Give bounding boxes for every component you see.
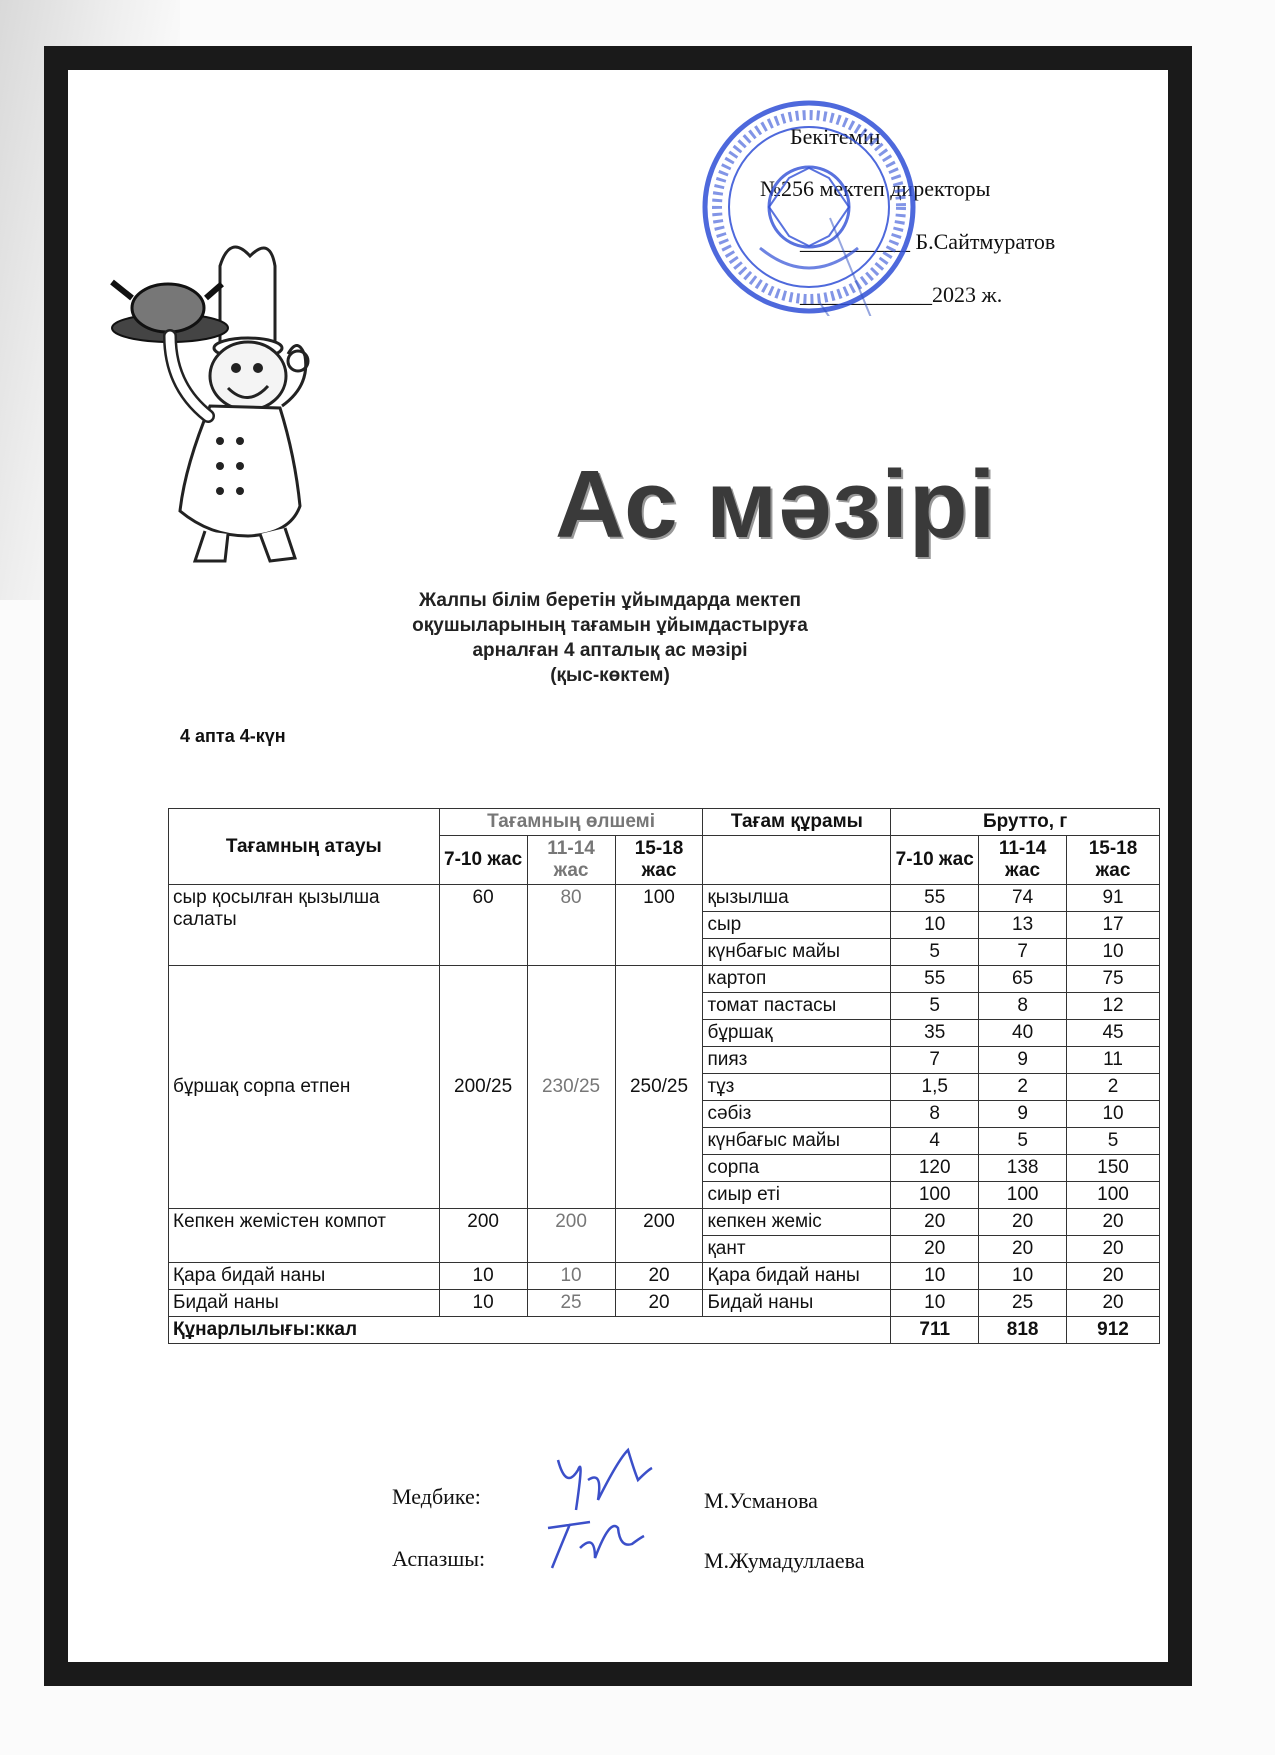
week-day-label: 4 апта 4-күн xyxy=(180,726,286,746)
ingredient-name: бұршақ xyxy=(703,1020,891,1047)
ingredient-brutto-15-18: 2 xyxy=(1067,1074,1160,1101)
ingredient-name: сәбіз xyxy=(703,1101,891,1128)
ingredient-brutto-7-10: 10 xyxy=(891,1290,979,1317)
nurse-label: Медбике: xyxy=(392,1484,481,1509)
ingredient-name: тұз xyxy=(703,1074,891,1101)
dish-portion-7-10: 10 xyxy=(439,1290,527,1317)
ingredient-name: Қара бидай наны xyxy=(703,1263,891,1290)
ingredient-brutto-11-14: 65 xyxy=(979,966,1067,993)
dish-portion-15-18: 250/25 xyxy=(615,966,703,1209)
dish-name: Қара бидай наны xyxy=(169,1263,440,1290)
dish-portion-15-18: 20 xyxy=(615,1263,703,1290)
page-title: Ас мәзірі xyxy=(555,451,997,558)
dish-portion-15-18: 200 xyxy=(615,1209,703,1263)
ingredient-brutto-7-10: 10 xyxy=(891,1263,979,1290)
ingredient-brutto-15-18: 12 xyxy=(1067,993,1160,1020)
ingredient-brutto-7-10: 55 xyxy=(891,966,979,993)
ingredient-brutto-15-18: 20 xyxy=(1067,1209,1160,1236)
header-portion: Тағамның өлшемі xyxy=(439,809,703,836)
dish-portion-7-10: 10 xyxy=(439,1263,527,1290)
approval-line-4: ____________2023 ж. xyxy=(800,282,1003,307)
official-seal-icon xyxy=(700,98,918,316)
table-row xyxy=(169,1290,1160,1317)
ingredient-brutto-15-18: 17 xyxy=(1067,912,1160,939)
dish-portion-7-10: 200/25 xyxy=(439,966,527,1209)
nurse-name: М.Усманова xyxy=(704,1488,818,1513)
table-row xyxy=(169,1263,1160,1290)
ingredient-brutto-7-10: 8 xyxy=(891,1101,979,1128)
dish-portion-11-14: 200 xyxy=(527,1209,615,1263)
ingredient-brutto-7-10: 120 xyxy=(891,1155,979,1182)
header-brutto-age-11-14: 11-14 жас xyxy=(979,836,1067,885)
ingredient-brutto-11-14: 40 xyxy=(979,1020,1067,1047)
ingredient-name: қант xyxy=(703,1236,891,1263)
ingredient-brutto-7-10: 5 xyxy=(891,939,979,966)
ingredient-brutto-7-10: 1,5 xyxy=(891,1074,979,1101)
ingredient-brutto-15-18: 91 xyxy=(1067,885,1160,912)
header-brutto: Брутто, г xyxy=(891,809,1160,836)
header-brutto-age-7-10: 7-10 жас xyxy=(891,836,979,885)
ingredient-brutto-11-14: 138 xyxy=(979,1155,1067,1182)
header-brutto-age-15-18: 15-18 жас xyxy=(1067,836,1160,885)
dish-portion-7-10: 60 xyxy=(439,885,527,966)
dish-portion-7-10: 200 xyxy=(439,1209,527,1263)
ingredient-brutto-7-10: 5 xyxy=(891,993,979,1020)
dish-portion-11-14: 80 xyxy=(527,885,615,966)
dish-name: Бидай наны xyxy=(169,1290,440,1317)
ingredient-brutto-15-18: 100 xyxy=(1067,1182,1160,1209)
cook-label: Аспазшы: xyxy=(392,1546,486,1571)
ingredient-brutto-11-14: 7 xyxy=(979,939,1067,966)
ingredient-brutto-11-14: 74 xyxy=(979,885,1067,912)
dish-portion-11-14: 230/25 xyxy=(527,966,615,1209)
table-row xyxy=(169,1209,1160,1236)
ingredient-name: картоп xyxy=(703,966,891,993)
ingredient-brutto-15-18: 20 xyxy=(1067,1263,1160,1290)
ingredient-brutto-15-18: 20 xyxy=(1067,1236,1160,1263)
ingredient-brutto-11-14: 13 xyxy=(979,912,1067,939)
header-portion-age-11-14: 11-14 жас xyxy=(527,836,615,885)
ingredient-brutto-11-14: 20 xyxy=(979,1209,1067,1236)
ingredient-brutto-15-18: 20 xyxy=(1067,1290,1160,1317)
menu-table-body xyxy=(169,885,1160,1317)
chef-illustration-icon xyxy=(110,236,370,566)
dish-name: сыр қосылған қызылша салаты xyxy=(169,885,440,966)
ingredient-brutto-15-18: 10 xyxy=(1067,1101,1160,1128)
energy-row xyxy=(169,1317,1160,1344)
ingredient-name: Бидай наны xyxy=(703,1290,891,1317)
subtitle-line-1: Жалпы білім беретін ұйымдарда мектеп xyxy=(419,590,801,611)
ingredient-name: сиыр еті xyxy=(703,1182,891,1209)
dish-portion-11-14: 25 xyxy=(527,1290,615,1317)
ingredient-brutto-7-10: 35 xyxy=(891,1020,979,1047)
ingredient-brutto-7-10: 7 xyxy=(891,1047,979,1074)
ingredient-name: томат пастасы xyxy=(703,993,891,1020)
header-portion-age-7-10: 7-10 жас xyxy=(439,836,527,885)
ingredient-brutto-11-14: 2 xyxy=(979,1074,1067,1101)
ingredient-brutto-7-10: 55 xyxy=(891,885,979,912)
ingredient-brutto-7-10: 10 xyxy=(891,912,979,939)
ingredient-brutto-11-14: 20 xyxy=(979,1236,1067,1263)
ingredient-brutto-15-18: 75 xyxy=(1067,966,1160,993)
ingredient-name: қызылша xyxy=(703,885,891,912)
subtitle-line-3: арналған 4 апталық ас мәзірі xyxy=(472,640,748,661)
ingredient-brutto-7-10: 20 xyxy=(891,1209,979,1236)
ingredient-brutto-15-18: 45 xyxy=(1067,1020,1160,1047)
subtitle-line-2: оқушыларының тағамын ұйымдастыруға xyxy=(412,615,808,636)
header-composition-blank xyxy=(703,836,891,885)
energy-value-11-14: 818 xyxy=(979,1317,1067,1344)
ingredient-brutto-15-18: 5 xyxy=(1067,1128,1160,1155)
ingredient-name: сорпа xyxy=(703,1155,891,1182)
table-row xyxy=(169,885,1160,912)
ingredient-brutto-7-10: 100 xyxy=(891,1182,979,1209)
ingredient-brutto-7-10: 4 xyxy=(891,1128,979,1155)
ingredient-brutto-11-14: 100 xyxy=(979,1182,1067,1209)
ingredient-brutto-11-14: 10 xyxy=(979,1263,1067,1290)
ingredient-brutto-11-14: 8 xyxy=(979,993,1067,1020)
ingredient-brutto-11-14: 25 xyxy=(979,1290,1067,1317)
ingredient-name: күнбағыс майы xyxy=(703,1128,891,1155)
ingredient-brutto-7-10: 20 xyxy=(891,1236,979,1263)
cook-name: М.Жумадуллаева xyxy=(704,1548,865,1573)
energy-label: Құнарлылығы:ккал xyxy=(169,1317,891,1344)
header-composition: Тағам құрамы xyxy=(703,809,891,836)
subtitle-block xyxy=(370,588,850,688)
dish-portion-15-18: 100 xyxy=(615,885,703,966)
dish-portion-11-14: 10 xyxy=(527,1263,615,1290)
ingredient-brutto-11-14: 9 xyxy=(979,1047,1067,1074)
ingredient-name: күнбағыс майы xyxy=(703,939,891,966)
ingredient-brutto-11-14: 9 xyxy=(979,1101,1067,1128)
ingredient-name: сыр xyxy=(703,912,891,939)
ingredient-brutto-15-18: 10 xyxy=(1067,939,1160,966)
dish-name: бұршақ сорпа етпен xyxy=(169,966,440,1209)
subtitle-line-4: (қыс-көктем) xyxy=(550,665,670,686)
ingredient-name: пияз xyxy=(703,1047,891,1074)
header-portion-age-15-18: 15-18 жас xyxy=(615,836,703,885)
ingredient-brutto-15-18: 11 xyxy=(1067,1047,1160,1074)
dish-name: Кепкен жемістен компот xyxy=(169,1209,440,1263)
ingredient-brutto-15-18: 150 xyxy=(1067,1155,1160,1182)
approval-line-3: __________ Б.Сайтмуратов xyxy=(800,229,1056,254)
dish-portion-15-18: 20 xyxy=(615,1290,703,1317)
energy-value-15-18: 912 xyxy=(1067,1317,1160,1344)
approval-line-2: №256 мектеп директоры xyxy=(760,176,991,201)
energy-value-7-10: 711 xyxy=(891,1317,979,1344)
approval-line-1: Бекітемін xyxy=(790,124,881,149)
ingredient-name: кепкен жеміс xyxy=(703,1209,891,1236)
menu-table xyxy=(168,808,1160,1344)
table-row xyxy=(169,966,1160,993)
ingredient-brutto-11-14: 5 xyxy=(979,1128,1067,1155)
cook-signature-icon xyxy=(540,1508,650,1578)
header-dish-name: Тағамның атауы xyxy=(169,809,440,885)
